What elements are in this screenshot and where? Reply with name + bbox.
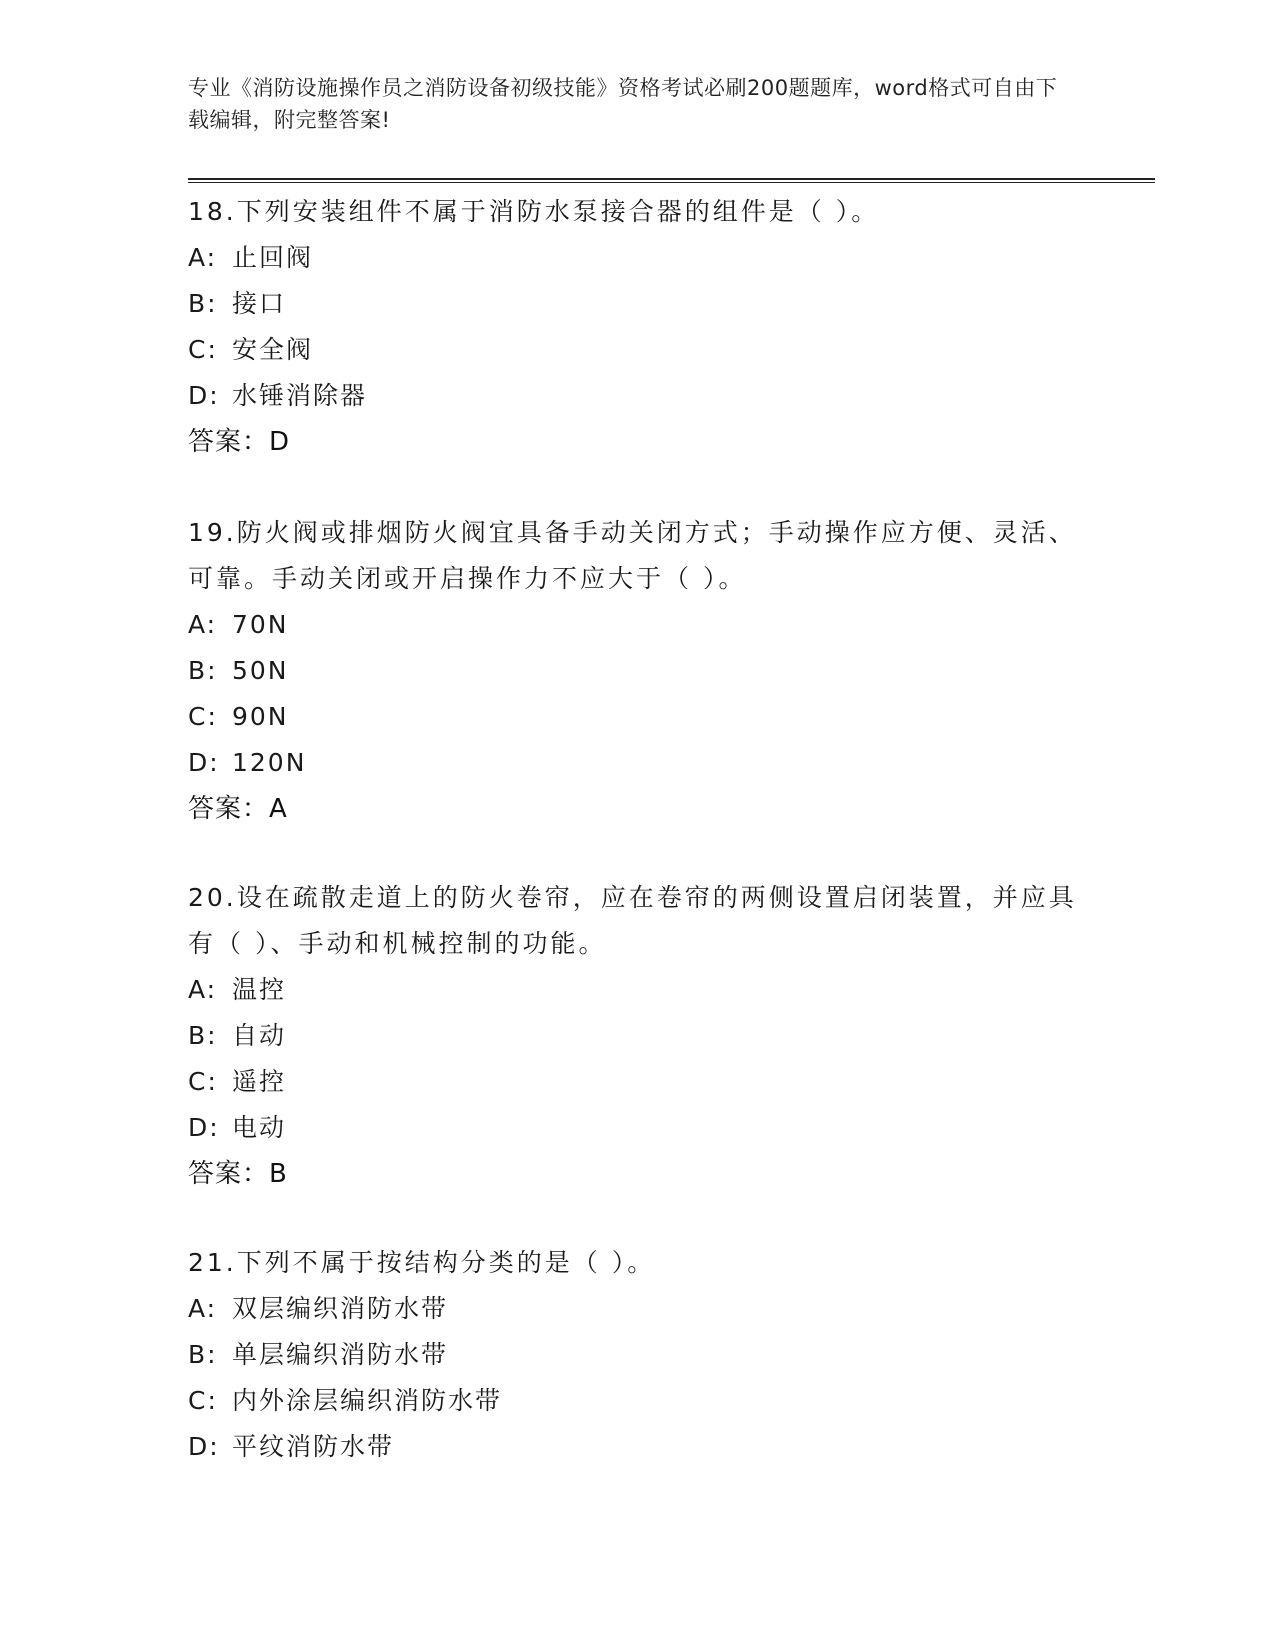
option-letter: B: [188, 656, 218, 685]
option-a [188, 967, 1088, 1013]
option-d [188, 1105, 1088, 1151]
question-18 [188, 189, 1088, 465]
question-21 [188, 1240, 1088, 1470]
option-d [188, 740, 1088, 786]
question-stem: 18.下列安装组件不属于消防水泵接合器的组件是（ ）。 [188, 197, 880, 226]
option-letter: B: [188, 1021, 218, 1050]
answer: 答案：B [188, 1159, 288, 1189]
option-letter: D: [188, 381, 220, 410]
option-b [188, 281, 1088, 327]
question-20 [188, 875, 1088, 1197]
option-text: 内外涂层编织消防水带 [232, 1386, 503, 1415]
option-letter: D: [188, 1432, 220, 1461]
option-text: 单层编织消防水带 [232, 1340, 449, 1369]
document-header: 专业《消防设施操作员之消防设备初级技能》资格考试必刷200题题库，word格式可自由下载编辑，附完整答案! [188, 76, 1058, 132]
option-text: 止回阀 [232, 243, 314, 272]
option-letter: C: [188, 1386, 218, 1415]
question-19 [188, 510, 1088, 832]
question-stem: 19.防火阀或排烟防火阀宜具备手动关闭方式；手动操作应方便、灵活、可靠。手动关闭或开启操作力不应大于（ ）。 [188, 518, 1077, 593]
option-b [188, 1013, 1088, 1059]
option-text: 90N [232, 702, 289, 731]
option-c [188, 1059, 1088, 1105]
option-letter: A: [188, 243, 218, 272]
option-c [188, 327, 1088, 373]
option-c [188, 1378, 1088, 1424]
option-a [188, 235, 1088, 281]
question-stem: 20.设在疏散走道上的防火卷帘，应在卷帘的两侧设置启闭装置，并应具有（ ）、手动和机械控制的功能。 [188, 883, 1077, 958]
question-stem: 21.下列不属于按结构分类的是（ ）。 [188, 1248, 656, 1277]
option-text: 120N [232, 748, 307, 777]
option-c [188, 694, 1088, 740]
option-text: 遥控 [232, 1067, 287, 1096]
option-a [188, 602, 1088, 648]
option-letter: A: [188, 975, 218, 1004]
option-text: 安全阀 [232, 335, 314, 364]
option-d [188, 1424, 1088, 1470]
option-letter: C: [188, 335, 218, 364]
option-text: 70N [232, 610, 289, 639]
option-text: 接口 [232, 289, 287, 318]
option-letter: B: [188, 289, 218, 318]
option-a [188, 1286, 1088, 1332]
option-text: 水锤消除器 [232, 381, 368, 410]
answer: 答案：A [188, 794, 288, 824]
option-b [188, 648, 1088, 694]
option-text: 平纹消防水带 [232, 1432, 395, 1461]
option-b [188, 1332, 1088, 1378]
option-letter: B: [188, 1340, 218, 1369]
option-letter: A: [188, 1294, 218, 1323]
option-letter: D: [188, 748, 220, 777]
option-text: 温控 [232, 975, 287, 1004]
option-letter: D: [188, 1113, 220, 1142]
option-letter: A: [188, 610, 218, 639]
header-divider [188, 178, 1155, 183]
option-letter: C: [188, 1067, 218, 1096]
answer: 答案：D [188, 427, 291, 457]
option-d [188, 373, 1088, 419]
option-letter: C: [188, 702, 218, 731]
option-text: 50N [232, 656, 289, 685]
option-text: 自动 [232, 1021, 287, 1050]
option-text: 电动 [232, 1113, 287, 1142]
option-text: 双层编织消防水带 [232, 1294, 449, 1323]
